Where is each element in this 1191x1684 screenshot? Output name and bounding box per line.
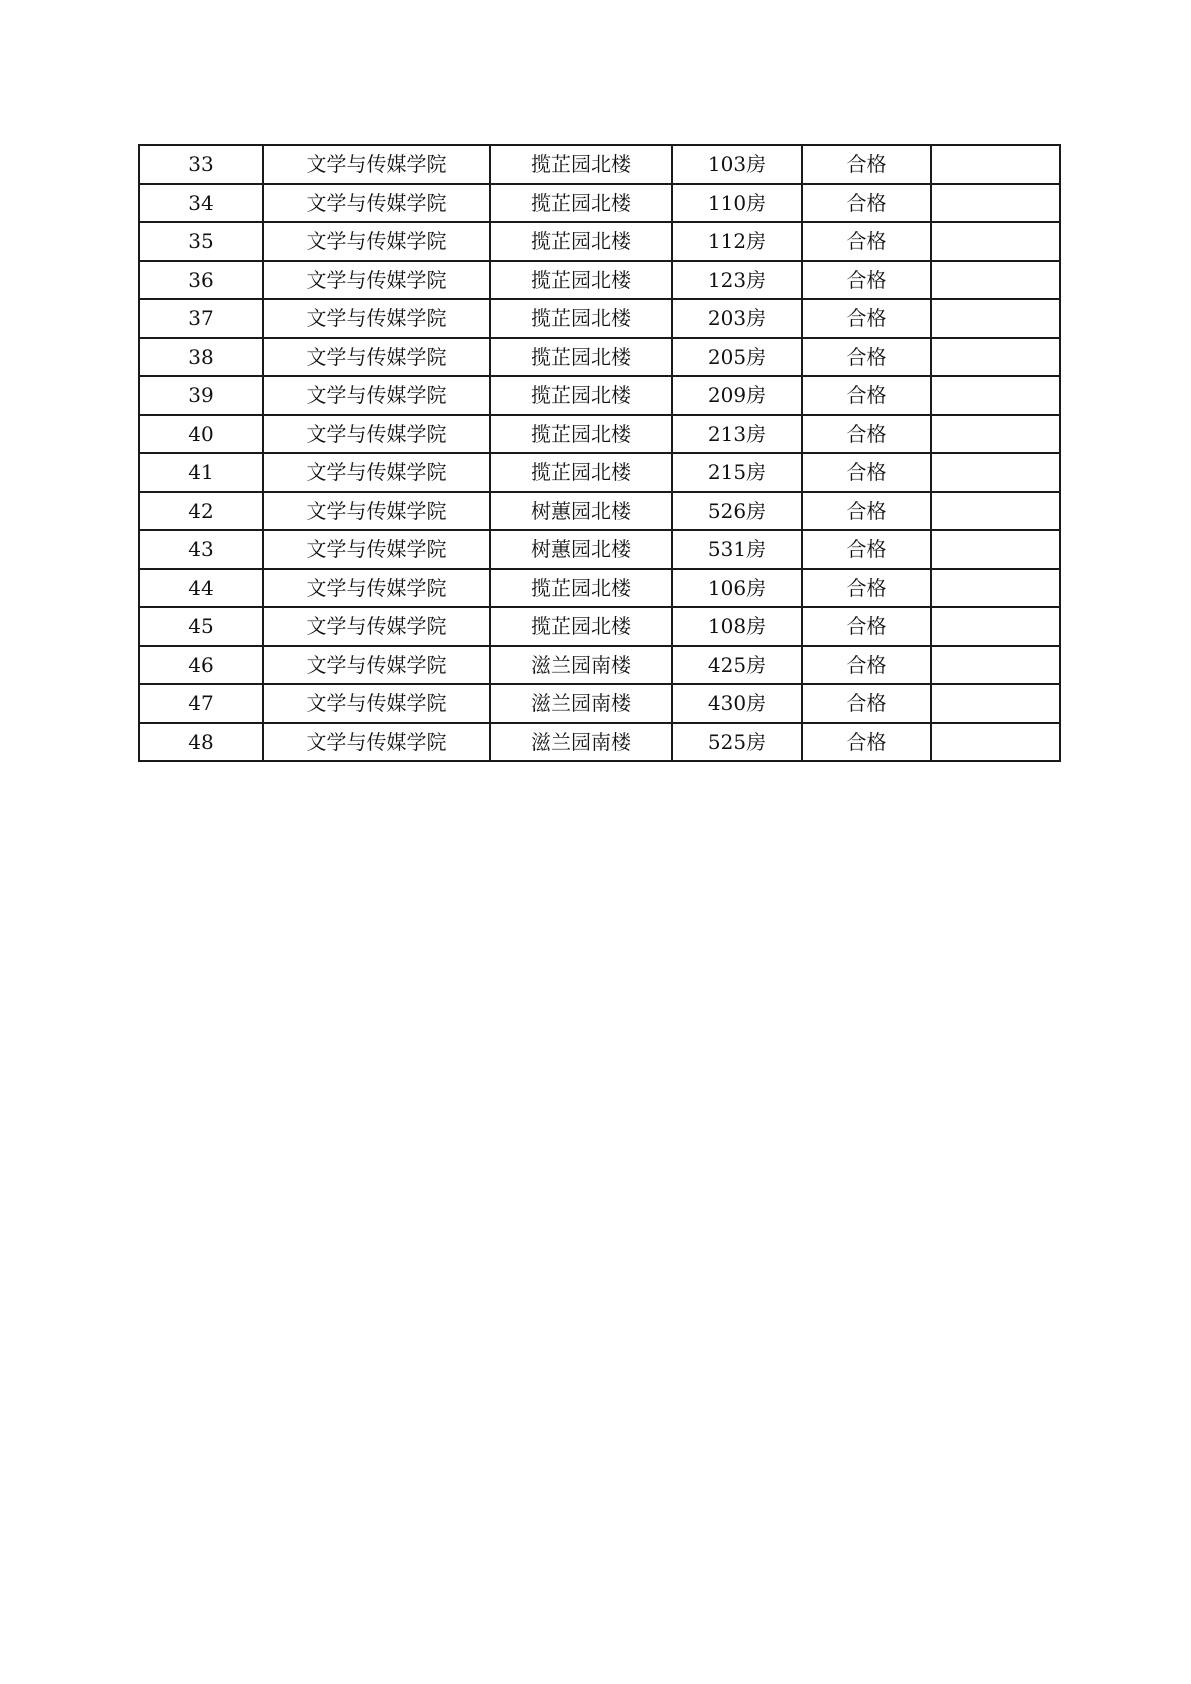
note-cell (931, 684, 1060, 723)
note-cell (931, 492, 1060, 531)
room-cell: 106房 (672, 569, 802, 608)
result-cell: 合格 (802, 222, 931, 261)
result-cell: 合格 (802, 145, 931, 184)
college-cell: 文学与传媒学院 (263, 607, 490, 646)
college-cell: 文学与传媒学院 (263, 145, 490, 184)
note-cell (931, 376, 1060, 415)
row-number-cell: 33 (139, 145, 263, 184)
table-row (139, 530, 1060, 569)
result-cell: 合格 (802, 184, 931, 223)
row-number-cell: 35 (139, 222, 263, 261)
result-cell: 合格 (802, 376, 931, 415)
table-row (139, 145, 1060, 184)
room-cell: 108房 (672, 607, 802, 646)
building-cell: 揽芷园北楼 (490, 222, 672, 261)
building-cell: 树蕙园北楼 (490, 530, 672, 569)
table-row (139, 607, 1060, 646)
building-cell: 揽芷园北楼 (490, 569, 672, 608)
table-row (139, 723, 1060, 762)
note-cell (931, 222, 1060, 261)
note-cell (931, 184, 1060, 223)
row-number-cell: 42 (139, 492, 263, 531)
room-cell: 531房 (672, 530, 802, 569)
room-cell: 123房 (672, 261, 802, 300)
college-cell: 文学与传媒学院 (263, 453, 490, 492)
table-row (139, 184, 1060, 223)
note-cell (931, 723, 1060, 762)
table-row (139, 415, 1060, 454)
college-cell: 文学与传媒学院 (263, 646, 490, 685)
building-cell: 揽芷园北楼 (490, 184, 672, 223)
college-cell: 文学与传媒学院 (263, 261, 490, 300)
building-cell: 滋兰园南楼 (490, 684, 672, 723)
note-cell (931, 453, 1060, 492)
note-cell (931, 415, 1060, 454)
table-body (139, 145, 1060, 761)
table-row (139, 261, 1060, 300)
building-cell: 揽芷园北楼 (490, 376, 672, 415)
room-cell: 209房 (672, 376, 802, 415)
result-cell: 合格 (802, 338, 931, 377)
result-cell: 合格 (802, 684, 931, 723)
building-cell: 滋兰园南楼 (490, 723, 672, 762)
room-cell: 525房 (672, 723, 802, 762)
row-number-cell: 46 (139, 646, 263, 685)
room-cell: 112房 (672, 222, 802, 261)
college-cell: 文学与传媒学院 (263, 569, 490, 608)
row-number-cell: 48 (139, 723, 263, 762)
note-cell (931, 646, 1060, 685)
building-cell: 揽芷园北楼 (490, 607, 672, 646)
building-cell: 揽芷园北楼 (490, 299, 672, 338)
college-cell: 文学与传媒学院 (263, 492, 490, 531)
note-cell (931, 338, 1060, 377)
row-number-cell: 45 (139, 607, 263, 646)
table-row (139, 569, 1060, 608)
building-cell: 揽芷园北楼 (490, 261, 672, 300)
result-cell: 合格 (802, 646, 931, 685)
college-cell: 文学与传媒学院 (263, 299, 490, 338)
building-cell: 揽芷园北楼 (490, 415, 672, 454)
college-cell: 文学与传媒学院 (263, 684, 490, 723)
room-cell: 215房 (672, 453, 802, 492)
table-row (139, 222, 1060, 261)
college-cell: 文学与传媒学院 (263, 723, 490, 762)
table-row (139, 376, 1060, 415)
result-cell: 合格 (802, 453, 931, 492)
table-row (139, 684, 1060, 723)
row-number-cell: 41 (139, 453, 263, 492)
table-row (139, 299, 1060, 338)
building-cell: 树蕙园北楼 (490, 492, 672, 531)
building-cell: 揽芷园北楼 (490, 453, 672, 492)
result-cell: 合格 (802, 261, 931, 300)
result-cell: 合格 (802, 492, 931, 531)
room-cell: 205房 (672, 338, 802, 377)
row-number-cell: 43 (139, 530, 263, 569)
result-cell: 合格 (802, 299, 931, 338)
college-cell: 文学与传媒学院 (263, 222, 490, 261)
result-cell: 合格 (802, 607, 931, 646)
note-cell (931, 530, 1060, 569)
college-cell: 文学与传媒学院 (263, 376, 490, 415)
row-number-cell: 40 (139, 415, 263, 454)
row-number-cell: 47 (139, 684, 263, 723)
result-cell: 合格 (802, 569, 931, 608)
college-cell: 文学与传媒学院 (263, 415, 490, 454)
row-number-cell: 44 (139, 569, 263, 608)
building-cell: 滋兰园南楼 (490, 646, 672, 685)
room-cell: 425房 (672, 646, 802, 685)
room-cell: 203房 (672, 299, 802, 338)
note-cell (931, 569, 1060, 608)
row-number-cell: 39 (139, 376, 263, 415)
table-row (139, 492, 1060, 531)
note-cell (931, 299, 1060, 338)
note-cell (931, 261, 1060, 300)
room-cell: 526房 (672, 492, 802, 531)
row-number-cell: 34 (139, 184, 263, 223)
room-cell: 110房 (672, 184, 802, 223)
table-row (139, 646, 1060, 685)
result-cell: 合格 (802, 530, 931, 569)
row-number-cell: 37 (139, 299, 263, 338)
building-cell: 揽芷园北楼 (490, 338, 672, 377)
dormitory-inspection-table (138, 144, 1061, 762)
college-cell: 文学与传媒学院 (263, 530, 490, 569)
college-cell: 文学与传媒学院 (263, 338, 490, 377)
building-cell: 揽芷园北楼 (490, 145, 672, 184)
table-row (139, 453, 1060, 492)
room-cell: 103房 (672, 145, 802, 184)
row-number-cell: 38 (139, 338, 263, 377)
row-number-cell: 36 (139, 261, 263, 300)
result-cell: 合格 (802, 415, 931, 454)
note-cell (931, 145, 1060, 184)
college-cell: 文学与传媒学院 (263, 184, 490, 223)
table-row (139, 338, 1060, 377)
result-cell: 合格 (802, 723, 931, 762)
room-cell: 430房 (672, 684, 802, 723)
note-cell (931, 607, 1060, 646)
room-cell: 213房 (672, 415, 802, 454)
